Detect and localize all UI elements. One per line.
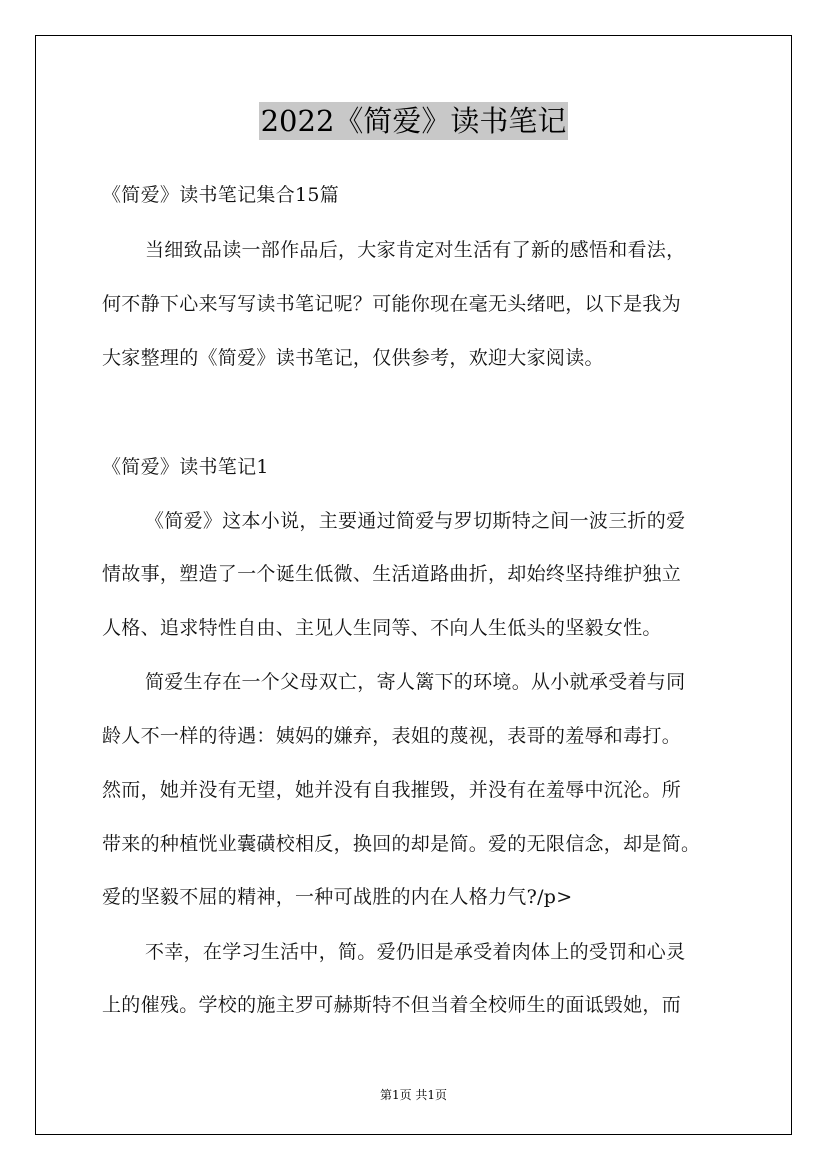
title-container bbox=[0, 102, 827, 140]
paragraph-line: 简爱生存在一个父母双亡，寄人篱下的环境。从小就承受着与同 bbox=[145, 671, 686, 693]
paragraph-line: 何不静下心来写写读书笔记呢？可能你现在毫无头绪吧，以下是我为 bbox=[102, 293, 682, 315]
paragraph-line: 《简爱》这本小说，主要通过简爱与罗切斯特之间一波三折的爱 bbox=[145, 510, 686, 532]
paragraph-line: 爱的坚毅不屈的精神，一种可战胜的内在人格力气?/p> bbox=[102, 886, 573, 908]
paragraph-line: 人格、追求特性自由、主见人生同等、不向人生低头的坚毅女性。 bbox=[102, 617, 662, 639]
subtitle-line: 《简爱》读书笔记集合15篇 bbox=[102, 184, 340, 206]
paragraph-line: 上的催残。学校的施主罗可赫斯特不但当着全校师生的面诋毁她，而 bbox=[102, 994, 682, 1016]
paragraph-line: 情故事，塑造了一个诞生低微、生活道路曲折，却始终坚持维护独立 bbox=[102, 563, 682, 585]
paragraph-line: 然而，她并没有无望，她并没有自我摧毁，并没有在羞辱中沉沦。所 bbox=[102, 779, 682, 801]
paragraph-line: 带来的种植恍业囊磺校相反，换回的却是简。爱的无限信念，却是简。 bbox=[102, 833, 701, 855]
page-footer: 第1页 共1页 bbox=[379, 1088, 448, 1102]
paragraph-line: 龄人不一样的待遇：姨妈的嫌弃，表姐的蔑视，表哥的羞辱和毒打。 bbox=[102, 725, 682, 747]
document-title: 2022《简爱》读书笔记 bbox=[260, 104, 567, 138]
paragraph-line: 不幸，在学习生活中，简。爱仍旧是承受着肉体上的受罚和心灵 bbox=[145, 941, 686, 963]
section-heading: 《简爱》读书笔记1 bbox=[102, 456, 269, 478]
paragraph-line: 当细致品读一部作品后，大家肯定对生活有了新的感悟和看法， bbox=[145, 239, 686, 261]
paragraph-line: 大家整理的《简爱》读书笔记，仅供参考，欢迎大家阅读。 bbox=[102, 347, 604, 369]
